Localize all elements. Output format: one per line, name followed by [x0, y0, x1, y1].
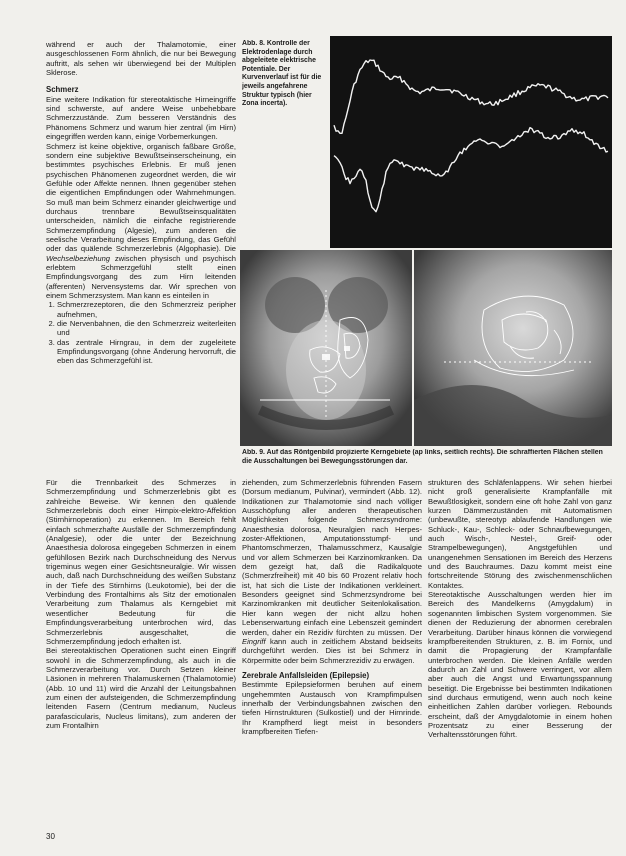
page-number: 30 — [46, 832, 55, 841]
lower-column-1 — [46, 478, 236, 830]
lower2-paragraph-2: Bestimmte Epilepsieformen beruhen auf einem ungehemmten Austausch von Krampfimpulsen innerhalb der Verbindungsbahnen zwischen den tiefen Hirnstrukturen (Sulkostiel) und der Hirnrinde. Ihr Krampfherd liegt meist in besonders krampfbereiten Tiefen- — [242, 680, 422, 736]
schmerz-paragraph-2: Schmerz ist keine objektive, organisch faßbare Größe, sondern eine subjektive Bewußtseinserscheinung, ein bestimmtes psychisches Erlebnis. Er muß jenen psychischen Phänomenen zugeordnet werden, die wir Gefühle oder Affekte nennen. Ihnen gegenüber stehen die eigentlichen Empfindungen oder Wahrnehmungen. So muß man beim Schmerz einander gleichwertige und durchaus trennbare Bewußtseinsqualitäten unterscheiden, nämlich die einfache registrierende Schmerzempfindung (Algesie), zum anderen die seelische Verarbeitung dieses Empfindung, das Gefühl oder das quälende Schmerzerlebnis (Algophasie). Die Wechselbeziehung zwischen physisch und psychisch erlebtem Schmerzgefühl stellt einen Empfindungsvorgang des zum Hirn leitenden (afferenten) Nervensystems dar. Wir sprechen von einem Schmerzsystem. Man kann es einteilen in — [46, 141, 236, 300]
lower3-paragraph-1: strukturen des Schläfenlappens. Wir sehen hierbei nicht groß generalisierte Krampfanfälle mit Bewußtlosigkeit, sondern eine oft hohe Zahl von ganz kurzen Dämmerzuständen mit Automatismen (unbewußte, stereotyp ablaufende Handlungen wie Schluck-, Kau-, Schleck- oder Schnaufbewegungen, auch Wisch-, Nestel-, Greif- oder Strampelbewegungen), Angstgefühlen und unangenehmen Sensationen im Bereich des Herzens und des Bauchraumes. Dazu kommt meist eine fortschreitende Störung des zwischenmenschlichen Kontaktes. — [428, 478, 612, 590]
list-item: 2. die Nervenbahnen, die den Schmerzreiz weiterleiten und — [57, 319, 236, 338]
list-item: 1. Schmerzrezeptoren, die den Schmerzreiz peripher aufnehmen, — [57, 300, 236, 319]
figure9-xray-lateral — [414, 250, 612, 446]
left-column — [46, 40, 236, 468]
heading-epilepsie: Zerebrale Anfallsleiden (Epilepsie) — [242, 670, 370, 680]
lower3-paragraph-2: Stereotaktische Ausschaltungen werden hier im Bereich des Mandelkerns (Amygdalum) in sogenannten limbischen System vorgenommen. Sie dienen der Reduzierung der abnormen cerebralen Verarbeitung. Darüber hinaus können die vorwiegend krampfbereitenden Strukturen, z. B. im Fornix, und damit die Propagierung der Krampfanfälle unterbrochen werden. Die kleinen Anfälle werden dadurch an Zahl und Schwere verringert, vor allem aber auch die Angst und Erwartungsspannung beseitigt. Die Ergebnisse bei bestimmten Indikationen sind durchaus ermutigend, wenn auch noch keine einheitlichen Zahlen darüber vorliegen. Rebounds erscheint, daß der Amygdalotomie in einem hohen Prozentsatz zu einer Besserung der Verhaltensstörungen führt. — [428, 590, 612, 740]
lower1-paragraph-2: Bei stereotaktischen Operationen sucht einen Eingriff sowohl in die Schmerzempfindung, als auch in die Schmerzverarbeitung vor. Durch Setzen kleiner Läsionen in mehreren Thalamuskernen (Thalamotomie) (Abb. 10 und 11) wird die Anzahl der Leitungsbahnen zum einen der aufsteigenden, die Schmerzempfindung leitenden Fasern (Centrum medianum, Nucleus parafascicularis, Nucleus limitans), zum anderen der zum Frontalhirn — [46, 646, 236, 730]
lower2-paragraph-1: ziehenden, zum Schmerzerlebnis führenden Fasern (Dorsum medianum, Pulvinar), vermindert (Abb. 12). Indikationen zur Thalamotomie sind nach völliger Ausschöpfung aller anderen therapeutischen Möglichkeiten folgende Schmerzsyndrome: Anaesthesia dolorosa, Neuralgien nach Herpes-zoster-Affektionen, Amputationsstumpf- und Phantomschmerzen, Thalamusschmerz, Kausalgie und vor allem Schmerzen bei Karzinomkranken. Da dem gezeigt hat, daß die Radikalquote (Schmerzfreiheit) mit 40 bis 60 Prozent relativ hoch ist, hat sich die Liste der Indikationen verkleinert. Besonders geeignet sind Schmerzsyndrome bei Karzinomkranken mit deutlicher Seitenlokalisation. Hier kann wegen der nicht allzu hohen Lebenserwartung einfach eine Lebenszeit gemindert werden, daher ein Rezidiv fürchten zu müssen. Der Eingriff kann auch in zeitlichem Abstand beidseits durchgeführt werden. Dies ist bei Schmerz in Körpermitte oder beim Schmerzrezidiv zu erwägen. — [242, 478, 422, 665]
intro-paragraph: während er auch der Thalamotomie, einer ausgeschlossenen Form ähnlich, die nur bei Bewegung auftritt, als sehen wir überwiegend bei der Multiplen Sklerose. — [46, 40, 236, 78]
figure8-eeg-image — [330, 36, 612, 248]
heading-schmerz: Schmerz — [46, 85, 79, 95]
lower1-paragraph-1: Für die Trennbarkeit des Schmerzes in Schmerzempfindung und Schmerzerlebnis gibt es zahlreiche Beweise. Wir kennen den quälende Schmerzerlebnis doch einer Hirnpix-elektro-Affektion (Stirnhirnoperation) zu erkennen. Im Bereich fehlt einfach schmerzhafte Ausfälle der Schmerzempfindung (Analgesie), oder die unter der Bezeichnung Anaesthesia dolorosa eingegeben Schmerzen in einem gefühllosen Bezirk nach Durchschneidung des Nervus trigeminus wegen einer Gesichtsneuralgie. Wir wissen auch, daß nach Durchschneidung des weißen Substanz in der Tiefe des Stirnhirns (Leukotomie), bei der die Verbindung des Frontalhirns als Sitz der emotionalen Verarbeitung zum Thalamus als Kerngebiet mit wesentlicher Bedeutung für die Empfindungsverarbeitung unterbrochen wird, das Schmerzerlebnis ausgeschaltet, die Schmerzempfindung jedoch erhalten ist. — [46, 478, 236, 646]
xray-ap-image — [240, 250, 412, 446]
schmerz-paragraph-1: Eine weitere Indikation für stereotaktische Hirneingriffe sind schwerste, auf andere Weise unbehebbare Schmerzzustände. Zum besseren Verständnis des Phänomens Schmerz und warum hier zentral (im Hirn) eingegriffen werden kann, einige Vorbemerkungen. — [46, 94, 236, 142]
lower-column-2 — [242, 478, 422, 830]
eeg-traces — [330, 36, 612, 248]
schmerz-list — [46, 300, 236, 365]
figure9-caption: Abb. 9. Auf das Röntgenbild projizierte Kerngebiete (ap links, seitlich rechts). Die schraffierten Flächen stellen die Ausschaltungen bei Bewegungsstörungen dar. — [242, 449, 603, 465]
list-item: 3. das zentrale Hirngrau, in dem der zugeleitete Empfindungsvorgang (ohne Änderung hervorruft, die eben das Schmerzgefühl ist. — [57, 338, 236, 366]
eeg-trace-upper — [334, 60, 608, 133]
eeg-trace-lower — [334, 128, 608, 212]
figure9-xray-ap — [240, 250, 412, 446]
figure8-caption: Abb. 8. Kontrolle der Elektrodenlage durch abgeleitete elektrische Potentiale. Der Kurvenverlauf ist für die jeweils angefahrene Struktur typisch (hier Zona incerta). — [242, 40, 322, 108]
xray-lateral-image — [414, 250, 612, 446]
lower-column-3 — [428, 478, 612, 830]
